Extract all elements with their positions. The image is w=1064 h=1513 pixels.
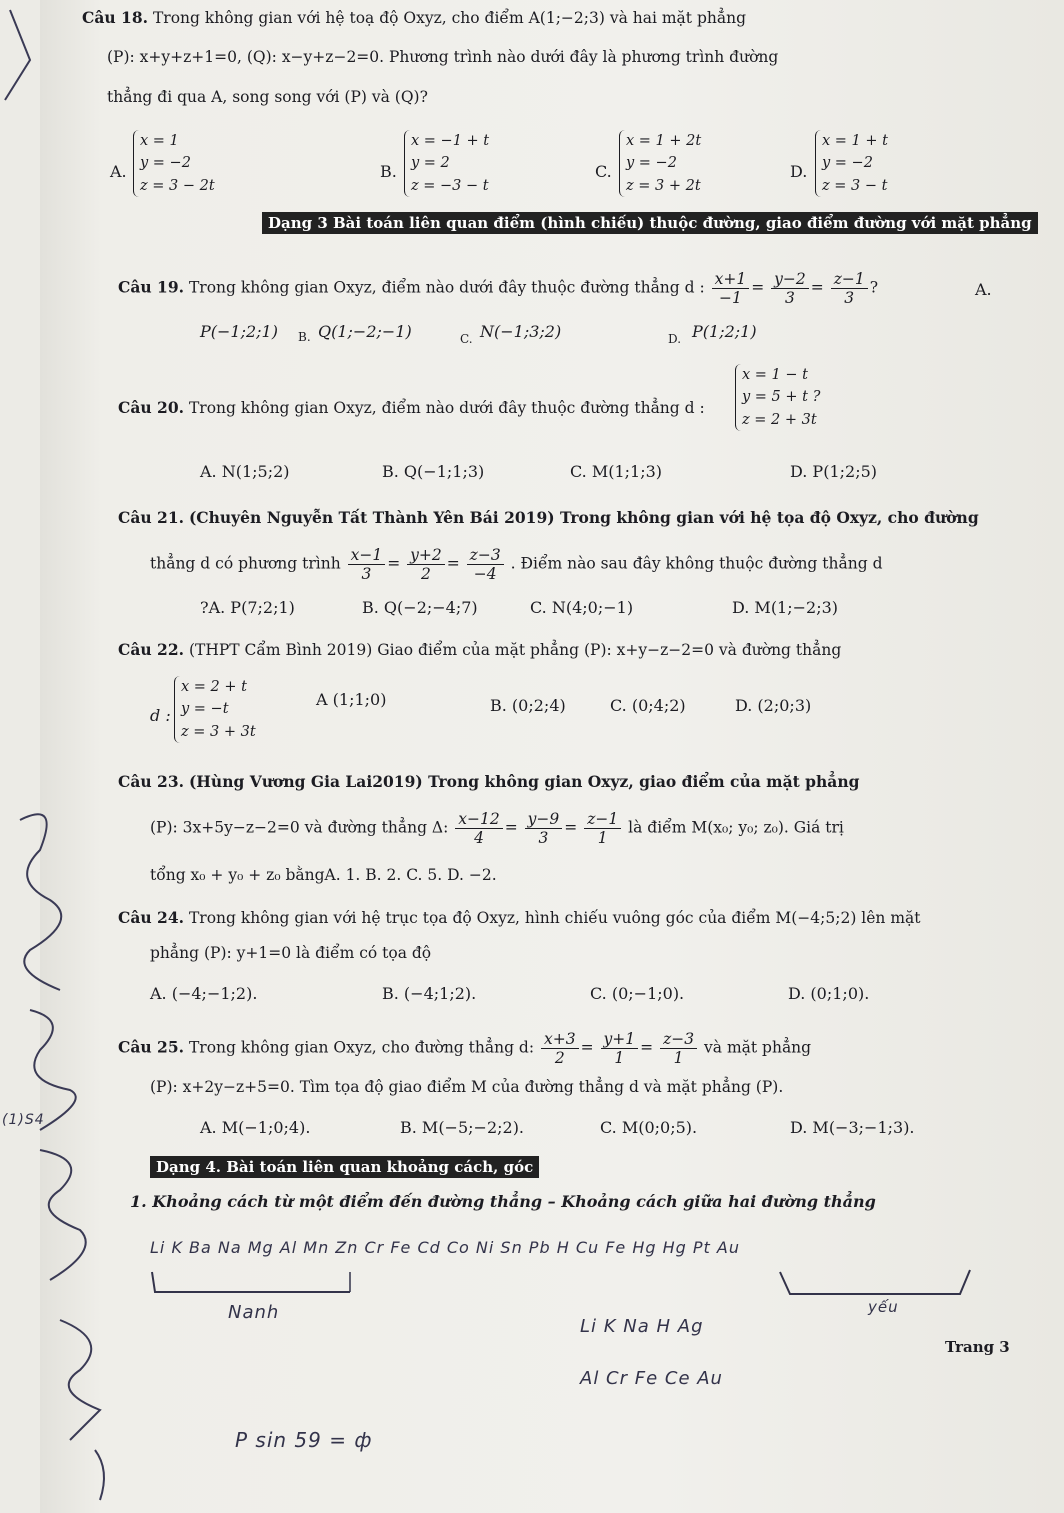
q23-line1: Câu 23. (Hùng Vương Gia Lai2019) Trong không gian Oxyz, giao điểm của mặt phẳng bbox=[118, 772, 860, 791]
q18-option-d-letter[interactable]: D. bbox=[790, 162, 808, 181]
q19-option-d-letter[interactable]: D. bbox=[668, 332, 682, 346]
q25-option-a[interactable]: A. M(−1;0;4). bbox=[200, 1118, 311, 1137]
q22-option-b[interactable]: B. (0;2;4) bbox=[490, 696, 566, 715]
subsection-heading: 1. Khoảng cách từ một điểm đến đường thẳng – Khoảng cách giữa hai đường thẳng bbox=[130, 1192, 876, 1211]
q18-option-a-letter[interactable]: A. bbox=[110, 162, 127, 181]
q18-option-c-system: x = 1 + 2t y = −2 z = 3 + 2t bbox=[619, 130, 701, 197]
q18-option-b-letter[interactable]: B. bbox=[380, 162, 397, 181]
q20-system: x = 1 − t y = 5 + t ? z = 2 + 3t bbox=[735, 364, 820, 431]
section-3-heading: Dạng 3 Bài toán liên quan điểm (hình chiếu) thuộc đường, giao điểm đường với mặt phẳng bbox=[262, 212, 1038, 234]
q18-option-b-system: x = −1 + t y = 2 z = −3 − t bbox=[404, 130, 489, 197]
q18-line2: (P): x+y+z+1=0, (Q): x−y+z−2=0. Phương trình nào dưới đây là phương trình đường bbox=[107, 48, 779, 66]
q20-stem: Câu 20. Trong không gian Oxyz, điểm nào dưới đây thuộc đường thẳng d : bbox=[118, 398, 705, 417]
q20-option-c[interactable]: C. M(1;1;3) bbox=[570, 462, 663, 481]
q21-option-b[interactable]: B. Q(−2;−4;7) bbox=[362, 598, 478, 617]
q21-line2: thẳng d có phương trình $\frac{x-1}{3}$ = $\frac{y+2}{2}$ = $\frac{z-3}{-4}$ . Điểm nào sau đây không thuộc đường thẳng d bbox=[150, 546, 883, 583]
handwriting-row1: Li K Ba Na Mg Al Mn Zn Cr Fe Cd Co Ni Sn Pb H Cu Fe Hg Hg Pt Au bbox=[150, 1238, 740, 1257]
q25-option-c[interactable]: C. M(0;0;5). bbox=[600, 1118, 698, 1137]
q22-option-d[interactable]: D. (2;0;3) bbox=[735, 696, 812, 715]
q19-stem: Câu 19. Trong không gian Oxyz, điểm nào dưới đây thuộc đường thẳng d : $\frac{x+1}{-1}$ = $\frac{y-2}{3}$ = $\frac{z-1}{3}$ ? bbox=[118, 270, 879, 307]
q20-option-d[interactable]: D. P(1;2;5) bbox=[790, 462, 877, 481]
q19-option-c[interactable]: N(−1;3;2) bbox=[480, 322, 562, 341]
q19-option-a-letter[interactable]: A. bbox=[975, 280, 992, 299]
q18-line3: thẳng đi qua A, song song với (P) và (Q)? bbox=[107, 88, 428, 106]
handwriting-nanh: Nanh bbox=[228, 1302, 280, 1323]
q21-option-a[interactable]: ?A. P(7;2;1) bbox=[200, 598, 295, 617]
handwriting-brackets bbox=[150, 1262, 980, 1302]
q23-line2: (P): 3x+5y−z−2=0 và đường thẳng Δ: $\frac{x-12}{4}$ = $\frac{y-9}{3}$ = $\frac{z-1}{1}$ là điểm M(x₀; y₀; z₀). Giá trị bbox=[150, 810, 844, 847]
q25-line1: Câu 25. Trong không gian Oxyz, cho đường thẳng d: $\frac{x+3}{2}$ = $\frac{y+1}{1}$ = $\frac{z-3}{1}$ và mặt phẳng bbox=[118, 1030, 812, 1067]
q24-line2: phẳng (P): y+1=0 là điểm có tọa độ bbox=[150, 944, 432, 962]
handwriting-row2: Li K Na H Ag bbox=[580, 1316, 704, 1337]
section-4-heading: Dạng 4. Bài toán liên quan khoảng cách, góc bbox=[150, 1156, 539, 1178]
handwriting-side: (1)S4 bbox=[2, 1112, 45, 1128]
q22-line1: Câu 22. (THPT Cẩm Bình 2019) Giao điểm của mặt phẳng (P): x+y−z−2=0 và đường thẳng bbox=[118, 640, 842, 659]
q24-option-b[interactable]: B. (−4;1;2). bbox=[382, 984, 477, 1003]
q21-option-d[interactable]: D. M(1;−2;3) bbox=[732, 598, 839, 617]
q20-option-b[interactable]: B. Q(−1;1;3) bbox=[382, 462, 485, 481]
q18-option-a-system: x = 1 y = −2 z = 3 − 2t bbox=[133, 130, 215, 197]
q25-option-b[interactable]: B. M(−5;−2;2). bbox=[400, 1118, 525, 1137]
q24-option-a[interactable]: A. (−4;−1;2). bbox=[150, 984, 258, 1003]
q19-option-a[interactable]: P(−1;2;1) bbox=[200, 322, 278, 341]
q24-line1: Câu 24. Trong không gian với hệ trục tọa độ Oxyz, hình chiếu vuông góc của điểm M(−4;5;2) lên mặt bbox=[118, 908, 921, 927]
q24-option-d[interactable]: D. (0;1;0). bbox=[788, 984, 870, 1003]
q21-option-c[interactable]: C. N(4;0;−1) bbox=[530, 598, 634, 617]
q22-system: x = 2 + t y = −t z = 3 + 3t bbox=[174, 676, 256, 743]
margin-scribbles bbox=[0, 0, 120, 1513]
handwriting-bottom: P sin 59 = ф bbox=[235, 1428, 373, 1452]
q25-option-d[interactable]: D. M(−3;−1;3). bbox=[790, 1118, 915, 1137]
page-number: Trang 3 bbox=[945, 1338, 1010, 1356]
q24-option-c[interactable]: C. (0;−1;0). bbox=[590, 984, 685, 1003]
q22-option-c[interactable]: C. (0;4;2) bbox=[610, 696, 686, 715]
q18-line1: Câu 18. Trong không gian với hệ toạ độ Oxyz, cho điểm A(1;−2;3) và hai mặt phẳng bbox=[82, 8, 746, 27]
q22-option-a[interactable]: A (1;1;0) bbox=[316, 690, 387, 709]
q19-option-d[interactable]: P(1;2;1) bbox=[692, 322, 757, 341]
q20-option-a[interactable]: A. N(1;5;2) bbox=[200, 462, 290, 481]
q23-line3[interactable]: tổng x₀ + y₀ + z₀ bằngA. 1. B. 2. C. 5. D. −2. bbox=[150, 866, 497, 884]
q25-line2: (P): x+2y−z+5=0. Tìm tọa độ giao điểm M của đường thẳng d và mặt phẳng (P). bbox=[150, 1078, 784, 1096]
q22-d-label: d : bbox=[150, 706, 171, 725]
q18-option-c-letter[interactable]: C. bbox=[595, 162, 612, 181]
handwriting-yeu: yếu bbox=[868, 1298, 899, 1316]
q19-option-b[interactable]: Q(1;−2;−1) bbox=[318, 322, 412, 341]
q19-option-b-letter[interactable]: B. bbox=[298, 330, 311, 344]
q18-option-d-system: x = 1 + t y = −2 z = 3 − t bbox=[815, 130, 888, 197]
q19-option-c-letter[interactable]: C. bbox=[460, 332, 473, 346]
handwriting-row3: Al Cr Fe Ce Au bbox=[580, 1368, 723, 1389]
q21-line1: Câu 21. (Chuyên Nguyễn Tất Thành Yên Bái 2019) Trong không gian với hệ tọa độ Oxyz, cho đường bbox=[118, 508, 979, 527]
